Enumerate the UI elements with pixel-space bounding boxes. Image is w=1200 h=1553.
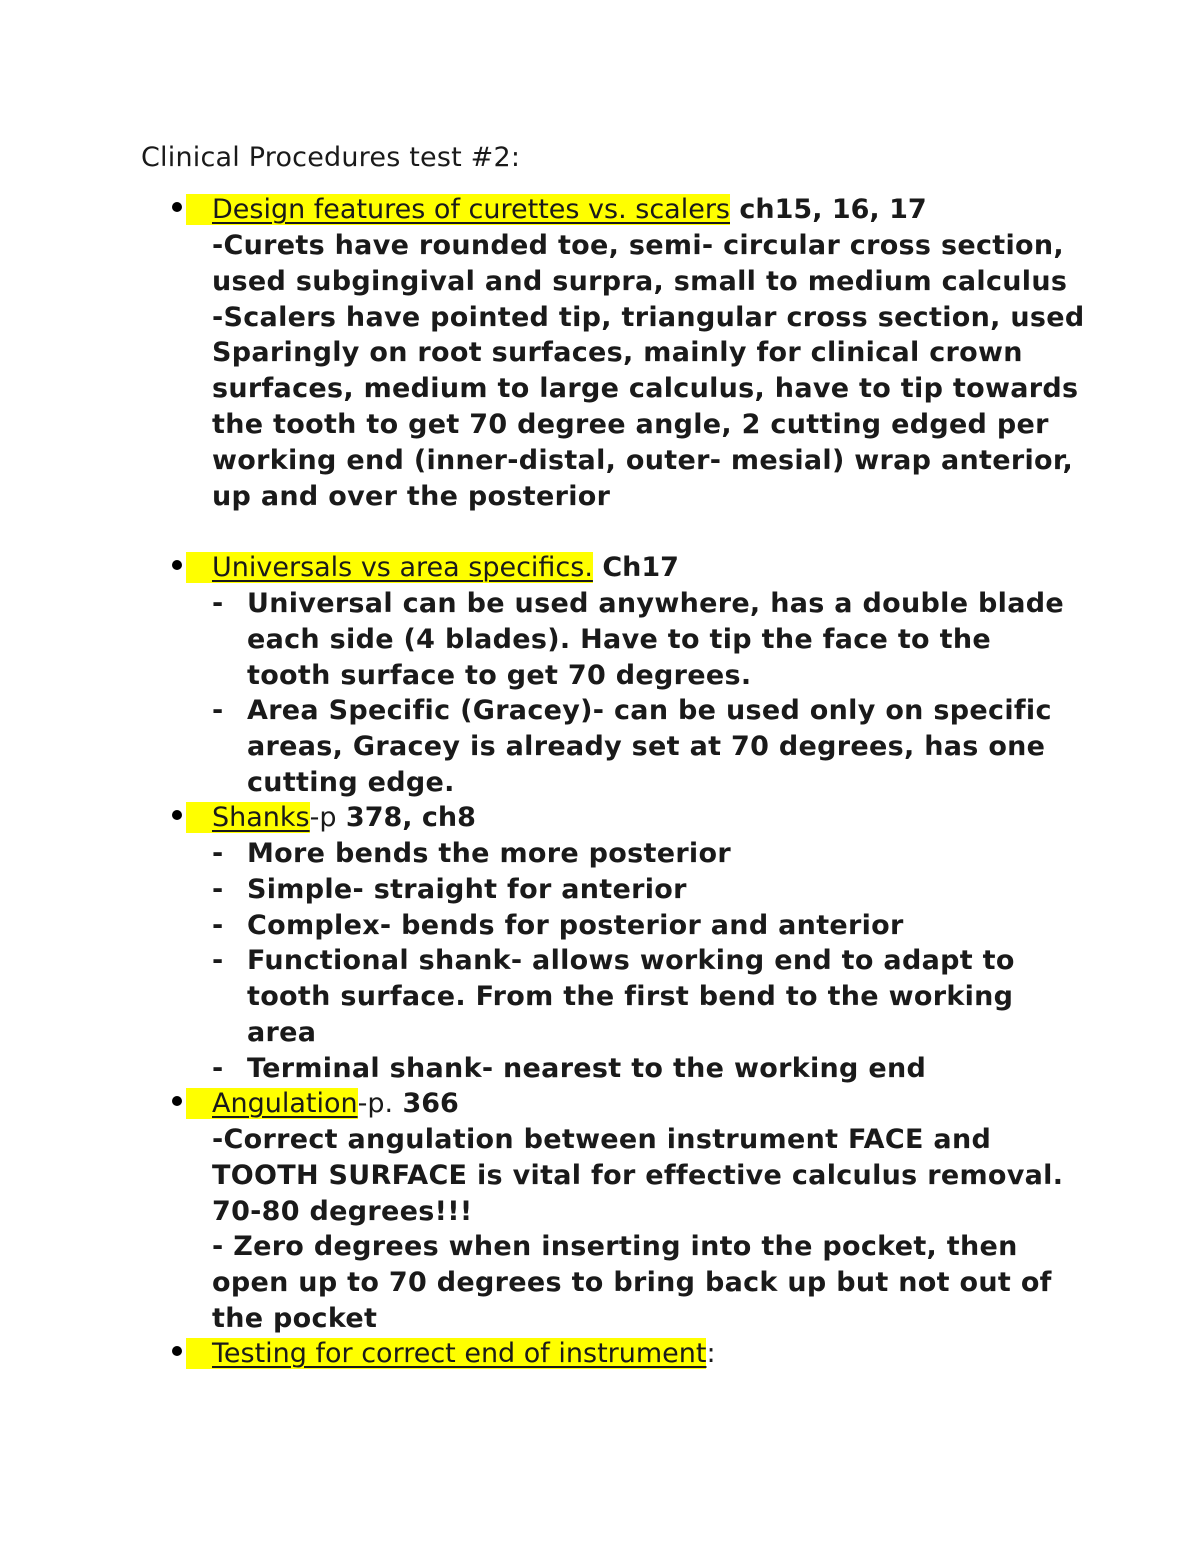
list-item bbox=[0, 872, 1200, 908]
bullet-heading bbox=[0, 192, 1200, 228]
list-item bbox=[0, 586, 1200, 693]
highlighted-heading: Angulation bbox=[186, 1088, 358, 1119]
paragraph: - Zero degrees when inserting into the pocket, then open up to 70 degrees to bring back up but not out of the pocket bbox=[212, 1231, 1052, 1334]
list-item-text: Functional shank- allows working end to adapt to tooth surface. From the first bend to the working area bbox=[247, 945, 1015, 1048]
list-item-text: Universal can be used anywhere, has a double blade each side (4 blades). Have to tip the face to the tooth surface to get 70 degrees. bbox=[247, 588, 1064, 691]
heading-page-ref: -p. bbox=[357, 1088, 394, 1119]
dash-bullet: - bbox=[212, 873, 224, 905]
list-item bbox=[0, 1051, 1200, 1087]
bullet-dot-icon bbox=[172, 560, 182, 570]
document-title: Clinical Procedures test #2: bbox=[141, 142, 521, 173]
section-paragraphs bbox=[212, 1122, 1092, 1337]
section-angulation bbox=[0, 1086, 1200, 1337]
list-item-text: Terminal shank- nearest to the working end bbox=[247, 1052, 927, 1084]
dash-bullet: - bbox=[212, 838, 224, 869]
highlighted-heading: Shanks bbox=[186, 802, 310, 833]
dash-bullet: - bbox=[212, 909, 224, 941]
paragraph: -Scalers have pointed tip, triangular cross section, used Sparingly on root surfaces, mainly for clinical crown surfaces, medium to large calculus, have to tip towards the tooth to get 70 degree angle, 2 cutting edged per working end (inner-distal, outer- mesial) wrap anterior, up and over the posterior bbox=[212, 301, 1085, 512]
heading-suffix: ch15, 16, 17 bbox=[730, 194, 927, 225]
heading-suffix: 366 bbox=[393, 1088, 459, 1119]
section-testing-correct-end bbox=[0, 1336, 1200, 1372]
highlighted-heading: Testing for correct end of instrument bbox=[186, 1338, 706, 1369]
list-item-text: Simple- straight for anterior bbox=[247, 873, 687, 905]
bullet-dot-icon bbox=[172, 810, 182, 820]
section-universals-vs-area-specifics bbox=[0, 550, 1200, 801]
heading-colon: : bbox=[706, 1338, 716, 1369]
section-shanks bbox=[0, 800, 1200, 1087]
list-item-text: Area Specific (Gracey)- can be used only on specific areas, Gracey is already set at 70 degrees, has one cutting edge. bbox=[247, 695, 1052, 798]
bullet-heading bbox=[0, 550, 1200, 586]
section-paragraphs bbox=[212, 228, 1092, 514]
list-item bbox=[0, 693, 1200, 800]
dash-bullet: - bbox=[212, 588, 224, 619]
heading-suffix: Ch17 bbox=[592, 552, 679, 583]
bullet-dot-icon bbox=[172, 202, 182, 212]
bullet-heading bbox=[0, 800, 1200, 836]
heading-suffix: 378, ch8 bbox=[336, 802, 476, 833]
bullet-dot-icon bbox=[172, 1096, 182, 1106]
bullet-dot-icon bbox=[172, 1346, 182, 1356]
section-curettes-vs-scalers bbox=[0, 192, 1200, 514]
paragraph: -Correct angulation between instrument FACE and TOOTH SURFACE is vital for effective calculus removal. 70-80 degrees!!! bbox=[212, 1124, 1064, 1227]
dash-bullet: - bbox=[212, 945, 224, 977]
highlighted-heading: Universals vs area specifics. bbox=[186, 552, 593, 583]
list-item-text: More bends the more posterior bbox=[247, 838, 731, 869]
list-item bbox=[0, 908, 1200, 944]
bullet-heading bbox=[0, 1086, 1200, 1122]
highlighted-heading: Design features of curettes vs. scalers bbox=[186, 194, 730, 225]
bullet-heading bbox=[0, 1336, 1200, 1372]
list-item-text: Complex- bends for posterior and anterior bbox=[247, 909, 904, 941]
heading-page-ref: -p bbox=[309, 802, 337, 833]
dash-bullet: - bbox=[212, 1052, 224, 1084]
list-item bbox=[0, 943, 1200, 1050]
dash-bullet: - bbox=[212, 695, 224, 727]
list-item bbox=[0, 836, 1200, 872]
paragraph: -Curets have rounded toe, semi- circular cross section, used subgingival and surpra, small to medium calculus bbox=[212, 230, 1068, 297]
